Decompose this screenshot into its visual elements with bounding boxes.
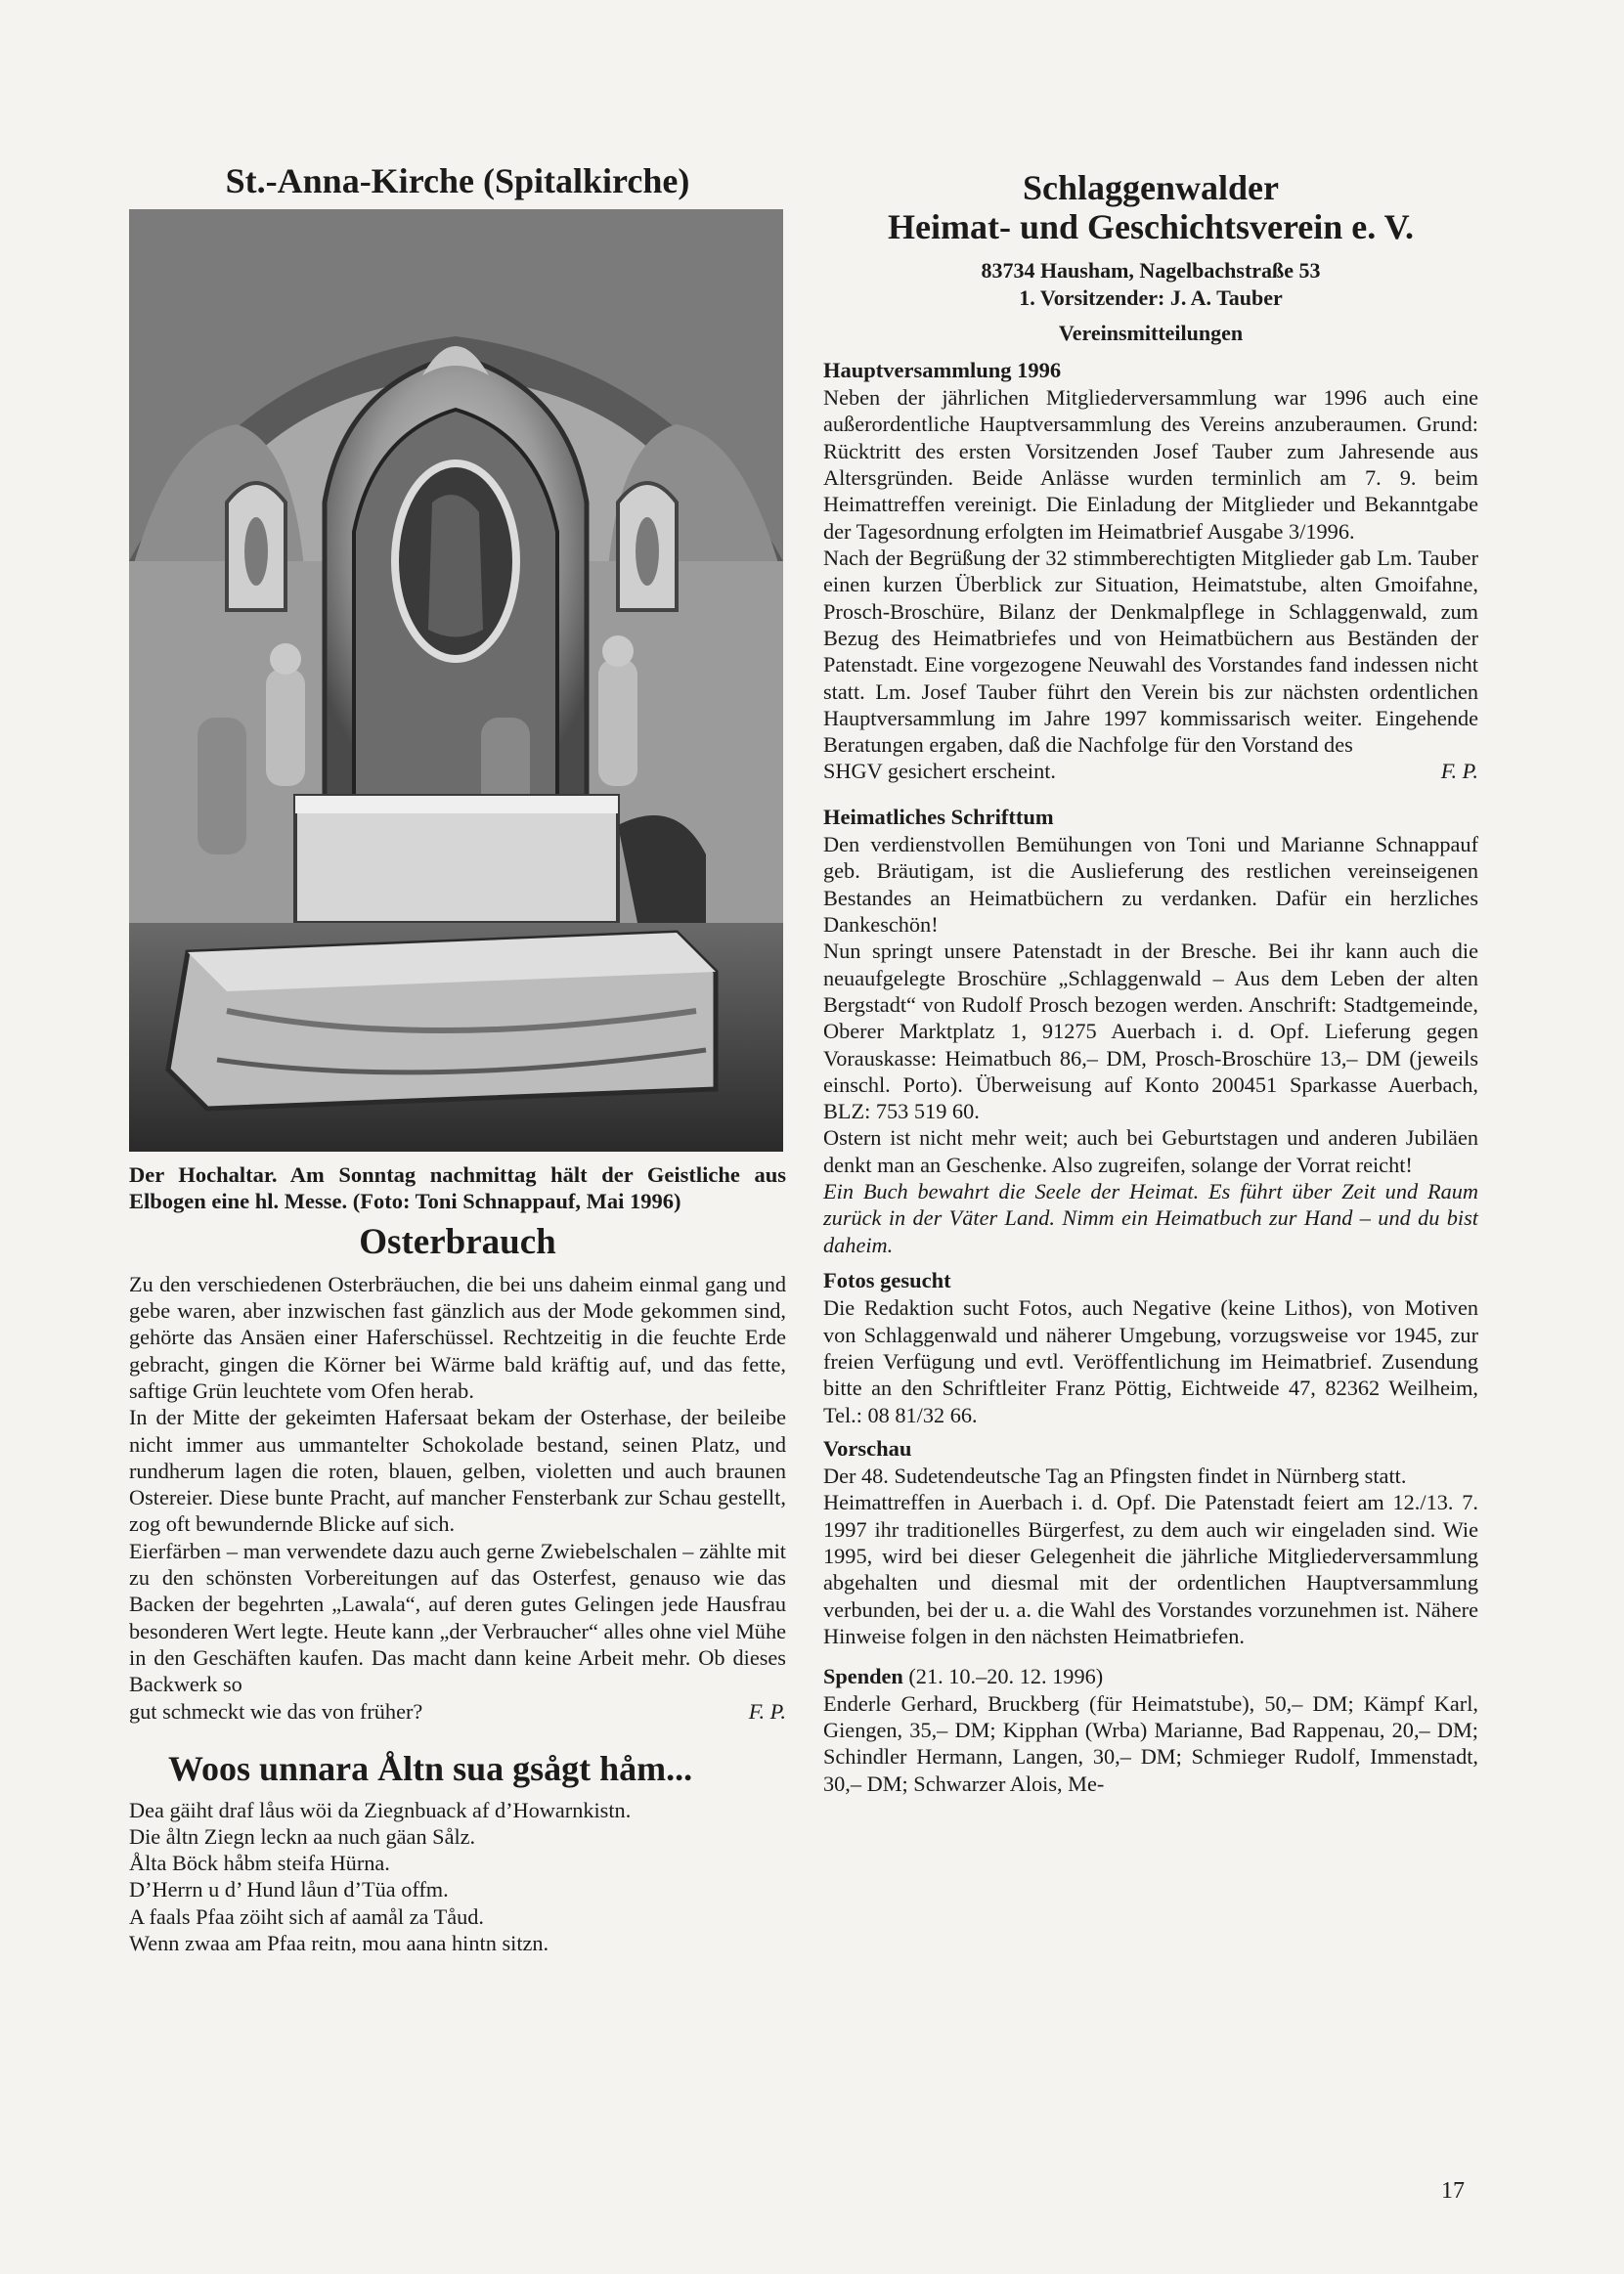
schrifttum-paragraph: Nun springt unsere Patenstadt in der Bresche. Bei ihr kann auch die neuaufgelegte Broschüre „Schlaggenwald – Aus dem Leben der alten Bergstadt“ von Rudolf Prosch bezogen werden. Anschrift: Stadtgemeinde, Oberer Marktplatz 1, 91275 Auerbach i. d. Opf. Lieferung gegen Vorauskasse: Heimatbuch 86,– DM, Prosch-Broschüre 13,– DM (jeweils einschl. Porto). Überweisung auf Konto 200451 Sparkasse Auerbach, BLZ: 753 519 60. [823,939,1478,1124]
osterbrauch-last-line: gut schmeckt wie das von früher? [129,1698,423,1724]
hauptversammlung-heading: Hauptversammlung 1996 [823,357,1062,382]
spenden-text: Enderle Gerhard, Bruckberg (für Heimatstube), 50,– DM; Kämpf Karl, Giengen, 35,– DM; Kipphan (Wrba) Marianne, Bad Rappenau, 20,– DM; Schindler Hermann, Langen, 30,– DM; Schmieger Rudolf, Immenstadt, 30,– DM; Schwarzer Alois, Me- [823,1690,1478,1796]
vorschau-paragraph: Der 48. Sudetendeutsche Tag an Pfingsten findet in Nürnberg statt. [823,1464,1407,1489]
saying-line: Dea gäiht draf låus wöi da Ziegnbuack af d’Howarnkistn. [129,1797,632,1822]
church-title: St.-Anna-Kirche (Spitalkirche) [225,161,690,200]
osterbrauch-paragraph: Zu den verschiedenen Osterbräuchen, die bei uns daheim einmal gang und gebe waren, aber inzwischen fast gänzlich aus der Mode gekommen sind, gehörte das Ansäen einer Haferschüssel. Rechtzeitig in die feuchte Erde gebracht, gingen die Körner bei Wärme bald kräftig auf, und das fette, saftige Grün leuchtete vom Ofen herab. [129,1271,786,1403]
association-chair: 1. Vorsitzender: J. A. Tauber [1019,285,1283,311]
vorschau-heading: Vorschau [823,1435,912,1461]
spenden-heading: Spenden [823,1664,903,1689]
hauptversammlung-signature: F. P. [1440,759,1478,784]
osterbrauch-paragraph: Eierfärben – man verwendete dazu auch gerne Zwiebelschalen – zählte mit zu den schönsten Vorbereitungen auf das Osterfest, genauso wie das Backen der begehrten „Lawala“, auf deren gutes Gelingen jede Hausfrau besonderen Wert legte. Heute kann „der Verbraucher“ alles ohne viel Mühe in den Geschäften kaufen. Das macht dann keine Arbeit mehr. Ob dieses Backwerk so [129,1538,786,1697]
hauptversammlung-paragraph: Neben der jährlichen Mitgliederversammlung war 1996 auch eine außerordentliche Hauptversammlung des Vereins anzuberaumen. Grund: Rücktritt des ersten Vorsitzenden Josef Tauber zum Jahresende aus Altersgründen. Beide Anlässe wurden terminlich am 7. 9. beim Heimattreffen vereinigt. Die Einladung der Mitglieder und Bekanntgabe der Tagesordnung erfolgten im Heimatbrief Ausgabe 3/1996. [823,385,1478,544]
association-address: 83734 Hausham, Nagelbachstraße 53 [981,257,1321,283]
photo-caption: Der Hochaltar. Am Sonntag nachmittag hält der Geistliche aus Elbogen eine hl. Messe. (Foto: Toni Schnappauf, Mai 1996) [129,1161,786,1214]
fotos-text: Die Redaktion sucht Fotos, auch Negative (keine Lithos), von Motiven von Schlaggenwald und näherer Umgebung, vorzugsweise vor 1945, zur freien Verfügung und evtl. Veröffentlichung im Heimatbrief. Zusendung bitte an den Schriftleiter Franz Pöttig, Eichtweide 47, 82362 Weilheim, Tel.: 08 81/32 66. [823,1295,1478,1427]
fotos-heading: Fotos gesucht [823,1268,951,1292]
schrifttum-heading: Heimatliches Schrifttum [823,804,1054,829]
osterbrauch-signature: F. P. [748,1698,786,1724]
association-title-line1: Schlaggenwalder [1022,168,1279,207]
saying-line: D’Herrn u d’ Hund låun d’Tüa offm. [129,1877,449,1902]
hauptversammlung-section [823,356,1478,785]
hauptversammlung-paragraph: Nach der Begrüßung der 32 stimmberechtigten Mitglieder gab Lm. Tauber einen kurzen Überblick zur Situation, Heimatstube, alten Gmoifahne, Prosch-Broschüre, Bilanz der Denkmalpflege in Schlaggenwald, zum Bezug des Heimatbriefes und von Heimatbüchern aus Beständen der Patenstadt. Eine vorgezogene Neuwahl des Vorstandes fand indessen nicht statt. Lm. Josef Tauber führt den Verein bis zur nächsten ordentlichen Hauptversammlung im Jahre 1997 kommissarisch weiter. Eingehende Beratungen ergaben, daß die Nachfolge für den Vorstand des [823,545,1478,758]
spenden-intro [823,1663,1478,1689]
section-title: Vereinsmitteilungen [1058,320,1244,345]
schrifttum-paragraph: Den verdienstvollen Bemühungen von Toni und Marianne Schnappauf geb. Bräutigam, ist die Auslieferung des restlichen vereinseigenen Bestandes an Heimatbüchern zu verdanken. Dafür ein herzliches Dankeschön! [823,832,1478,937]
right-column [823,168,1478,1797]
association-title-line2: Heimat- und Geschichtsverein e. V. [888,207,1414,247]
altar-photo-illustration [129,209,783,1152]
vorschau-paragraph: Heimattreffen in Auerbach i. d. Opf. Die Patenstadt feiert am 12./13. 7. 1997 ihr traditionelles Bürgerfest, zu dem auch wir eingeladen sind. Wie 1995, wird bei dieser Gelegenheit die jährliche Mitgliederversammlung abgehalten und diesmal mit der ordentlichen Hauptversammlung verbunden, bei der u. a. die Wahl des Vorstandes vorzunehmen ist. Nähere Hinweise folgen in den nächsten Heimatbriefen. [823,1490,1478,1648]
fotos-section [823,1266,1478,1428]
spenden-dates: (21. 10.–20. 12. 1996) [908,1664,1104,1689]
osterbrauch-paragraph: In der Mitte der gekeimten Hafersaat bekam der Osterhase, der beileibe nicht immer aus ummantelter Schokolade bestand, seinen Platz, und rundherum lagen die roten, blauen, gelben, violetten und auch braunen Ostereier. Diese bunte Pracht, auf mancher Fensterbank zur Schau gestellt, zog oft bewundernde Blicke auf sich. [129,1405,786,1537]
page-number: 17 [1441,2178,1465,2204]
saying-line: Wenn zwaa am Pfaa reitn, mou aana hintn sitzn. [129,1931,549,1956]
vorschau-section [823,1434,1478,1649]
altar-photo [129,209,783,1152]
sayings-list [129,1797,786,1957]
spenden-section [823,1663,1478,1797]
schrifttum-paragraph: Ostern ist nicht mehr weit; auch bei Geburtstagen und anderen Jubiläen denkt man an Geschenke. Also zugreifen, solange der Vorrat reicht! [823,1125,1478,1177]
left-column [129,162,786,1956]
saying-line: Die åltn Ziegn leckn aa nuch gäan Sålz. [129,1823,476,1849]
osterbrauch-closing-line [129,1698,786,1725]
hauptversammlung-closing-line [823,758,1478,784]
saying-line: A faals Pfaa zöiht sich af aamål za Tåud. [129,1903,484,1929]
osterbrauch-heading: Osterbrauch [359,1221,556,1262]
hauptversammlung-last-line: SHGV gesichert erscheint. [823,759,1056,784]
sayings-heading: Woos unnara Åltn sua gsågt håm... [168,1748,693,1788]
schrifttum-section [823,803,1478,1258]
osterbrauch-article [129,1271,786,1725]
saying-line: Ålta Böck håbm steifa Hürna. [129,1851,390,1876]
schrifttum-quote: Ein Buch bewahrt die Seele der Heimat. Es führt über Zeit und Raum zurück in der Väter Land. Nimm ein Heimatbuch zur Hand – und du bist daheim. [823,1179,1478,1257]
